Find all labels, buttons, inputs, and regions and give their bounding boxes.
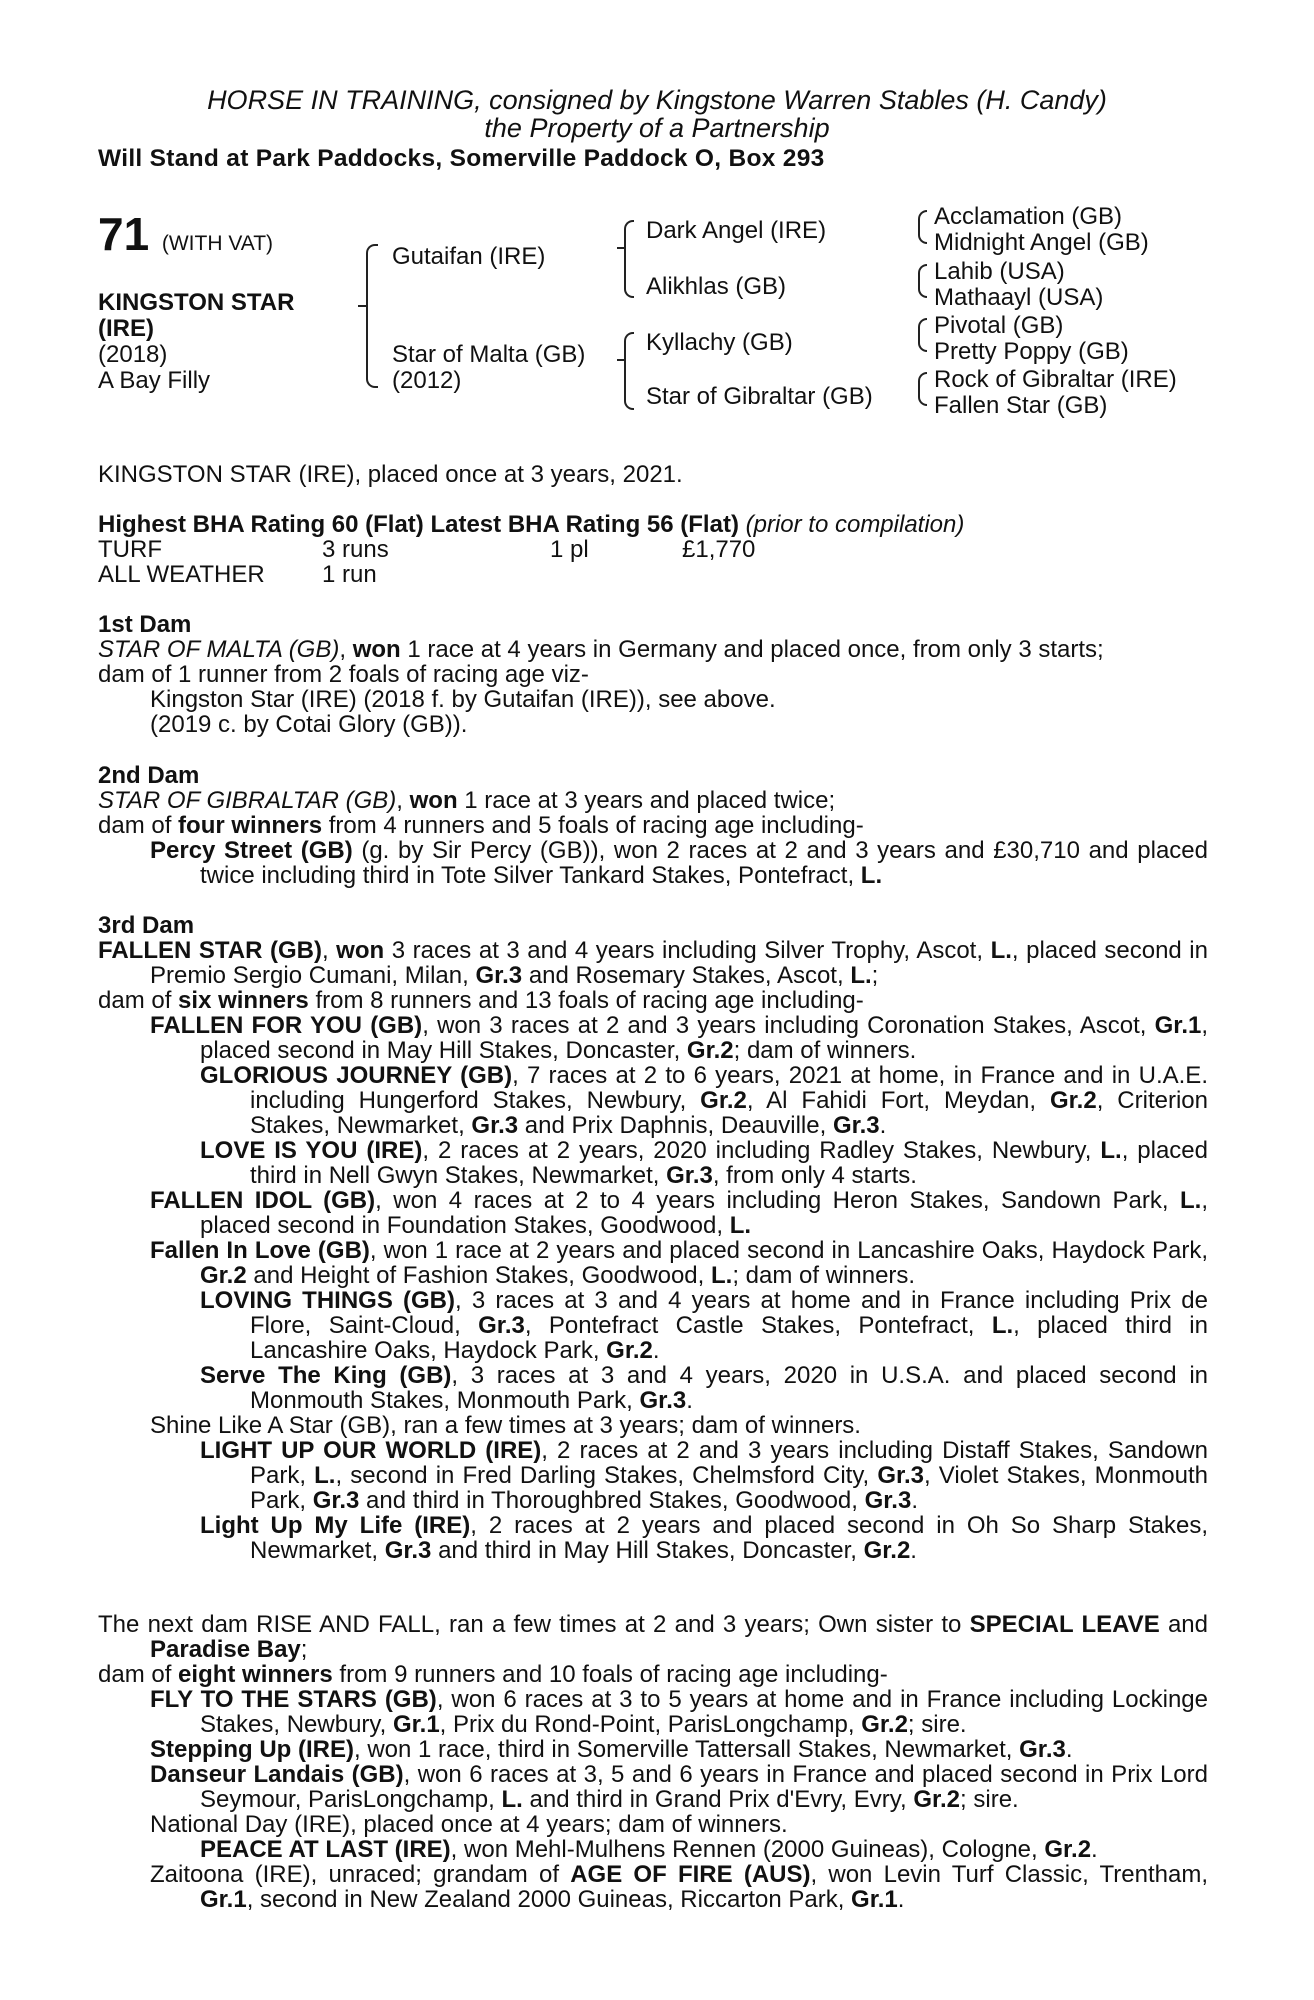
produce-zaitoona [98,1862,1208,1912]
record-text: and third in Thoroughbred Stakes, Goodwood, [359,1487,865,1514]
sire-brace-top [366,244,378,308]
produce-love-is-you [98,1138,1208,1188]
horse-name: Serve The King (GB) [200,1362,452,1389]
record-text: . [1065,1736,1073,1763]
record-text: ; dam of winners. [732,1262,916,1289]
first-dam-produce: dam of 1 runner from 2 foals of racing age viz- [98,661,589,688]
turf-row [98,537,1208,562]
grade: Gr.2 [700,1087,747,1114]
record-text: , placed third in Nell Gwyn Stakes, Newmarket, [250,1137,1208,1189]
record-text: , placed second in Foundation Stakes, Goodwood, [200,1187,1208,1239]
record-text: , won 1 race, third in Somerville Tattersall Stakes, Newmarket, [353,1736,1020,1763]
pedigree-g4-3: Lahib (USA) [934,258,1065,285]
grade: Gr.3 [666,1162,713,1189]
next-dam-intro [98,1612,1208,1662]
horse-name: LIGHT UP OUR WORLD (IRE) [200,1437,542,1464]
produce-fallen-idol [98,1188,1208,1238]
pedigree-g3-1: Dark Angel (IRE) [646,217,827,244]
produce-text: from 8 runners and 13 foals of racing age including- [308,987,864,1014]
g4-brace-3b [918,333,927,352]
record-text: , won 4 races at 2 to 4 years including Heron Stakes, Sandown Park, [375,1187,1180,1214]
grade: Gr.1 [1154,1012,1202,1039]
record-text: , Al Fahidi Fort, Meydan, [746,1087,1050,1114]
horse-name: FALLEN IDOL (GB) [150,1187,376,1214]
record-text: ; [300,1636,308,1663]
record-text: . [879,1112,887,1139]
record-text: , won 6 races at 3, 5 and 6 years in France and placed second in Prix Lord Seymour, ParisLongchamp, [200,1761,1208,1813]
record-text: , won 6 races at 3 to 5 years at home and in France including Lockinge Stakes, Newbury, [200,1686,1208,1738]
rating-section [98,512,1208,587]
second-dam-section: 2nd Dam STAR OF GIBRALTAR (GB), won 1 race at 3 years and placed twice; dam of four winners from 4 runners and 5 foals of racing age including- Percy Street (GB) (g. by Sir Percy (GB)), won 2 races at 2 and 3 years and £30,710 and placed twice including third in Tote Silver Tankard Stakes, Pontefract, L. [98,762,1208,889]
grade: Gr.2 [913,1786,961,1813]
record-text: , Violet Stakes, Monmouth Park, [250,1462,1209,1514]
record-text: , placed second in May Hill Stakes, Doncaster, [200,1012,1209,1064]
third-dam-record: FALLEN STAR (GB), won 3 races at 3 and 4 years including Silver Trophy, Ascot, L., placed second in Premio Sergio Cumani, Milan, Gr.3 and Rosemary Stakes, Ascot, L.; [98,937,1208,989]
produce-loving-things [98,1288,1208,1363]
record-text: . [911,1487,918,1514]
second-dam-record: 1 race at 3 years and placed twice; [457,787,836,814]
grade: Gr.3 [478,1312,525,1339]
horse-name: SPECIAL LEAVE [969,1611,1160,1638]
record-text: , from only 4 starts. [712,1162,917,1189]
grade: Gr.2 [1044,1836,1092,1863]
record-text: , 3 races at 3 and 4 years, 2020 in U.S.A. and placed second in Monmouth Stakes, Monmouth Park, [250,1362,1208,1414]
record-text: and third in May Hill Stakes, Doncaster, [431,1537,864,1564]
rating-line: Highest BHA Rating 60 (Flat) Latest BHA Rating 56 (Flat) [98,511,739,538]
grade: L. [314,1462,336,1489]
grade: L. [991,1312,1014,1339]
produce-light-up-our-world [98,1438,1208,1513]
g4-brace-2b [918,279,927,298]
record-text: , Criterion Stakes, Newmarket, [250,1087,1208,1139]
grade: Gr.3 [471,1112,519,1139]
turf-runs: 3 runs [322,536,389,563]
winners-count: six winners [178,987,309,1014]
pedigree-g4-2: Midnight Angel (GB) [934,229,1149,256]
record-text: , second in New Zealand 2000 Guineas, Riccarton Park, [246,1886,852,1913]
g3-brace-a-bottom [624,248,634,298]
g4-brace-1b [918,225,927,244]
grade: Gr.3 [877,1462,925,1489]
second-dam-name: STAR OF GIBRALTAR (GB) [98,787,397,814]
record-text: , won Levin Turf Classic, Trentham, [810,1861,1208,1888]
pedigree-sire: Gutaifan (IRE) [392,243,546,270]
produce-text: from 4 runners and 5 foals of racing age including- [322,812,864,839]
first-dam-title: 1st Dam [98,611,192,638]
produce-fallen-in-love [98,1238,1208,1288]
grade: Gr.3 [1019,1736,1066,1763]
horse-name: FLY TO THE STARS (GB) [150,1686,437,1713]
horse-name: LOVE IS YOU (IRE) [200,1137,423,1164]
record-text: ; dam of winners. [733,1037,917,1064]
record-text: , won 3 races at 2 and 3 years including Coronation Stakes, Ascot, [422,1012,1155,1039]
pedigree-g4-4: Mathaayl (USA) [934,284,1104,311]
third-dam-title: 3rd Dam [98,912,195,939]
produce-shine-like-a-star: Shine Like A Star (GB), ran a few times at 3 years; dam of winners. [150,1412,861,1439]
grade: Gr.2 [686,1037,734,1064]
record-text: . [910,1537,917,1564]
record-text: , 3 races at 3 and 4 years at home and in France including Prix de Flore, Saint-Cloud, [250,1287,1208,1339]
grade: Gr.3 [384,1537,432,1564]
record-text: ; sire. [907,1711,967,1738]
horse-name: PEACE AT LAST (IRE) [200,1836,451,1863]
horse-name: FALLEN FOR YOU (GB) [150,1012,423,1039]
first-dam-section: 1st Dam STAR OF MALTA (GB), won 1 race at 4 years in Germany and placed once, from only 3 starts; dam of 1 runner from 2 foals of racing age viz- Kingston Star (IRE) (2018 f. by Gutaifan (IRE)), see above. (2019 c. by Cotai Glory (GB)). [98,612,1208,737]
produce-glorious-journey [98,1063,1208,1138]
horse-name: GLORIOUS JOURNEY (GB) [200,1062,513,1089]
property-line: the Property of a Partnership [484,113,830,143]
first-dam-name: STAR OF MALTA (GB) [98,636,340,663]
horse-name: LOVING THINGS (GB) [200,1287,456,1314]
stand-location: Will Stand at Park Paddocks, Somerville Paddock O, Box 293 [98,145,825,172]
consignor-line: HORSE IN TRAINING, consigned by Kingstone Warren Stables (H. Candy) [207,85,1107,115]
produce-percy-street [98,838,1208,888]
g3-brace-a-top [624,220,634,250]
grade: L. [729,1212,752,1239]
third-dam-name: FALLEN STAR (GB) [98,937,322,964]
horse-name: Light Up My Life (IRE) [200,1512,471,1539]
pedigree-g4-7: Rock of Gibraltar (IRE) [934,366,1177,393]
g3-brace-a-nib [617,247,626,249]
pedigree-g4-1: Acclamation (GB) [934,203,1123,230]
record-text: (g. by Sir Percy (GB)), won 2 races at 2 and 3 years and £30,710 and placed twice including third in Tote Silver Tankard Stakes, Pontefract, [200,837,1208,889]
g3-brace-b-top [624,332,634,362]
pedigree-g3-2: Alikhlas (GB) [646,273,787,300]
record-text: , Prix du Rond-Point, ParisLongchamp, [439,1711,862,1738]
horse-name: Fallen In Love (GB) [150,1237,370,1264]
grade: Gr.2 [606,1337,653,1364]
grade: L. [1180,1187,1202,1214]
horse-description: A Bay Filly [98,367,211,394]
record-text: , 7 races at 2 to 6 years, 2021 at home, in France and in U.A.E. including Hungerford Stakes, Newbury, [250,1062,1208,1114]
record-text: and Prix Daphnis, Deauville, [518,1112,833,1139]
horse-suffix: (IRE) [98,315,154,342]
grade: L. [1100,1137,1122,1164]
first-dam-foal-1: Kingston Star (IRE) (2018 f. by Gutaifan (IRE)), see above. [150,686,776,713]
produce-danseur-landais [98,1762,1208,1812]
record-text: 3 races at 3 and 4 years including Silver Trophy, Ascot, [384,937,991,964]
lot-number: 71 [98,208,150,260]
aw-row [98,562,1208,587]
horse-name: KINGSTON STAR [98,289,295,316]
record-text: ; [871,962,879,989]
winners-count: four winners [178,812,323,839]
record-text: , 2 races at 2 and 3 years including Distaff Stakes, Sandown Park, [250,1437,1208,1489]
pedigree-g4-6: Pretty Poppy (GB) [934,338,1129,365]
turf-placed: 1 pl [550,536,589,563]
horse-name: Paradise Bay [150,1636,301,1663]
first-dam-foal-2: (2019 c. by Cotai Glory (GB)). [150,711,468,738]
grade: L. [860,862,883,889]
grade: Gr.1 [200,1886,247,1913]
horse-name: Percy Street (GB) [150,837,353,864]
grade: L. [501,1786,523,1813]
grade: Gr.2 [863,1537,911,1564]
sire-brace-nib [358,305,367,307]
pedigree-g4-8: Fallen Star (GB) [934,392,1108,419]
record-text: and Rosemary Stakes, Ascot, [522,962,851,989]
rating-note: (prior to compilation) [745,511,965,538]
grade: Gr.3 [312,1487,360,1514]
record-text: , won Mehl-Mulhens Rennen (2000 Guineas), Cologne, [450,1836,1045,1863]
record-text: . [1091,1836,1098,1863]
record-text: and Height of Fashion Stakes, Goodwood, [246,1262,711,1289]
aw-runs: 1 run [322,561,377,588]
record-text: , placed third in Lancashire Oaks, Haydock Park, [250,1312,1208,1364]
grade: Gr.1 [851,1886,898,1913]
horse-name: AGE OF FIRE (AUS) [570,1861,811,1888]
produce-national-day: National Day (IRE), placed once at 4 years; dam of winners. [150,1811,788,1838]
grade: Gr.3 [639,1387,687,1414]
record-text: . [897,1886,905,1913]
winners-count: eight winners [178,1661,333,1688]
grade: Gr.3 [864,1487,912,1514]
won-label: won [409,787,458,814]
dam-of-text: dam of [98,812,179,839]
grade: Gr.1 [392,1711,440,1738]
grade: L. [990,937,1012,964]
produce-stepping-up [98,1737,1208,1762]
lot-block [98,210,273,258]
record-text: ; sire. [960,1786,1019,1813]
pedigree-g3-4: Star of Gibraltar (GB) [646,383,873,410]
pedigree-g4-5: Pivotal (GB) [934,312,1064,339]
vat-note: (WITH VAT) [161,232,274,255]
record-text: Zaitoona (IRE), unraced; grandam of [150,1861,571,1888]
record-text: and [1159,1611,1209,1638]
produce-serve-the-king [98,1363,1208,1413]
produce-fly-to-the-stars [98,1687,1208,1737]
third-dam-section [98,913,1208,1563]
record-text: , placed second in Premio Sergio Cumani, Milan, [150,937,1208,989]
record-text: , second in Fred Darling Stakes, Chelmsford City, [335,1462,878,1489]
first-dam-record: 1 race at 4 years in Germany and placed once, from only 3 starts; [400,636,1104,663]
aw-label: ALL WEATHER [98,561,265,588]
produce-text: from 9 runners and 10 foals of racing age including- [332,1661,888,1688]
produce-peace-at-last [98,1837,1208,1862]
record-text: , Pontefract Castle Stakes, Pontefract, [524,1312,992,1339]
horse-name: Danseur Landais (GB) [150,1761,404,1788]
grade: L. [850,962,872,989]
produce-light-up-my-life [98,1513,1208,1563]
grade: Gr.2 [861,1711,908,1738]
pedigree-g3-3: Kyllachy (GB) [646,329,793,356]
record-text: , 2 races at 2 years, 2020 including Radley Stakes, Newbury, [422,1137,1101,1164]
sire-brace-bottom [366,306,378,388]
record-text: and third in Grand Prix d'Evry, Evry, [522,1786,914,1813]
grade: Gr.3 [832,1112,880,1139]
dam-of-text: dam of [98,1661,179,1688]
grade: Gr.3 [475,962,523,989]
turf-earnings: £1,770 [682,536,756,563]
grade: Gr.2 [1050,1087,1097,1114]
produce-fallen-for-you [98,1013,1208,1063]
record-text: The next dam RISE AND FALL, ran a few times at 2 and 3 years; Own sister to [98,1611,970,1638]
horse-year: (2018) [98,341,168,368]
race-summary: KINGSTON STAR (IRE), placed once at 3 years, 2021. [98,461,683,488]
next-dam-section [98,1612,1208,1912]
horse-name: Stepping Up (IRE) [150,1736,354,1763]
record-text: , won 1 race at 2 years and placed second in Lancashire Oaks, Haydock Park, [369,1237,1209,1264]
record-text: . [686,1387,693,1414]
g3-brace-b-bottom [624,360,634,410]
pedigree-dam-year: (2012) [392,367,462,394]
won-label: won [336,937,385,964]
grade: L. [711,1262,733,1289]
dam-of-text: dam of [98,987,179,1014]
g3-brace-b-nib [617,359,626,361]
grade: Gr.2 [200,1262,247,1289]
record-text: , 2 races at 2 years and placed second in Oh So Sharp Stakes, Newmarket, [250,1512,1208,1564]
second-dam-title: 2nd Dam [98,762,200,789]
turf-label: TURF [98,536,162,563]
g4-brace-4b [918,387,927,406]
won-label: won [352,636,401,663]
pedigree-dam: Star of Malta (GB) [392,341,586,368]
record-text: . [652,1337,660,1364]
